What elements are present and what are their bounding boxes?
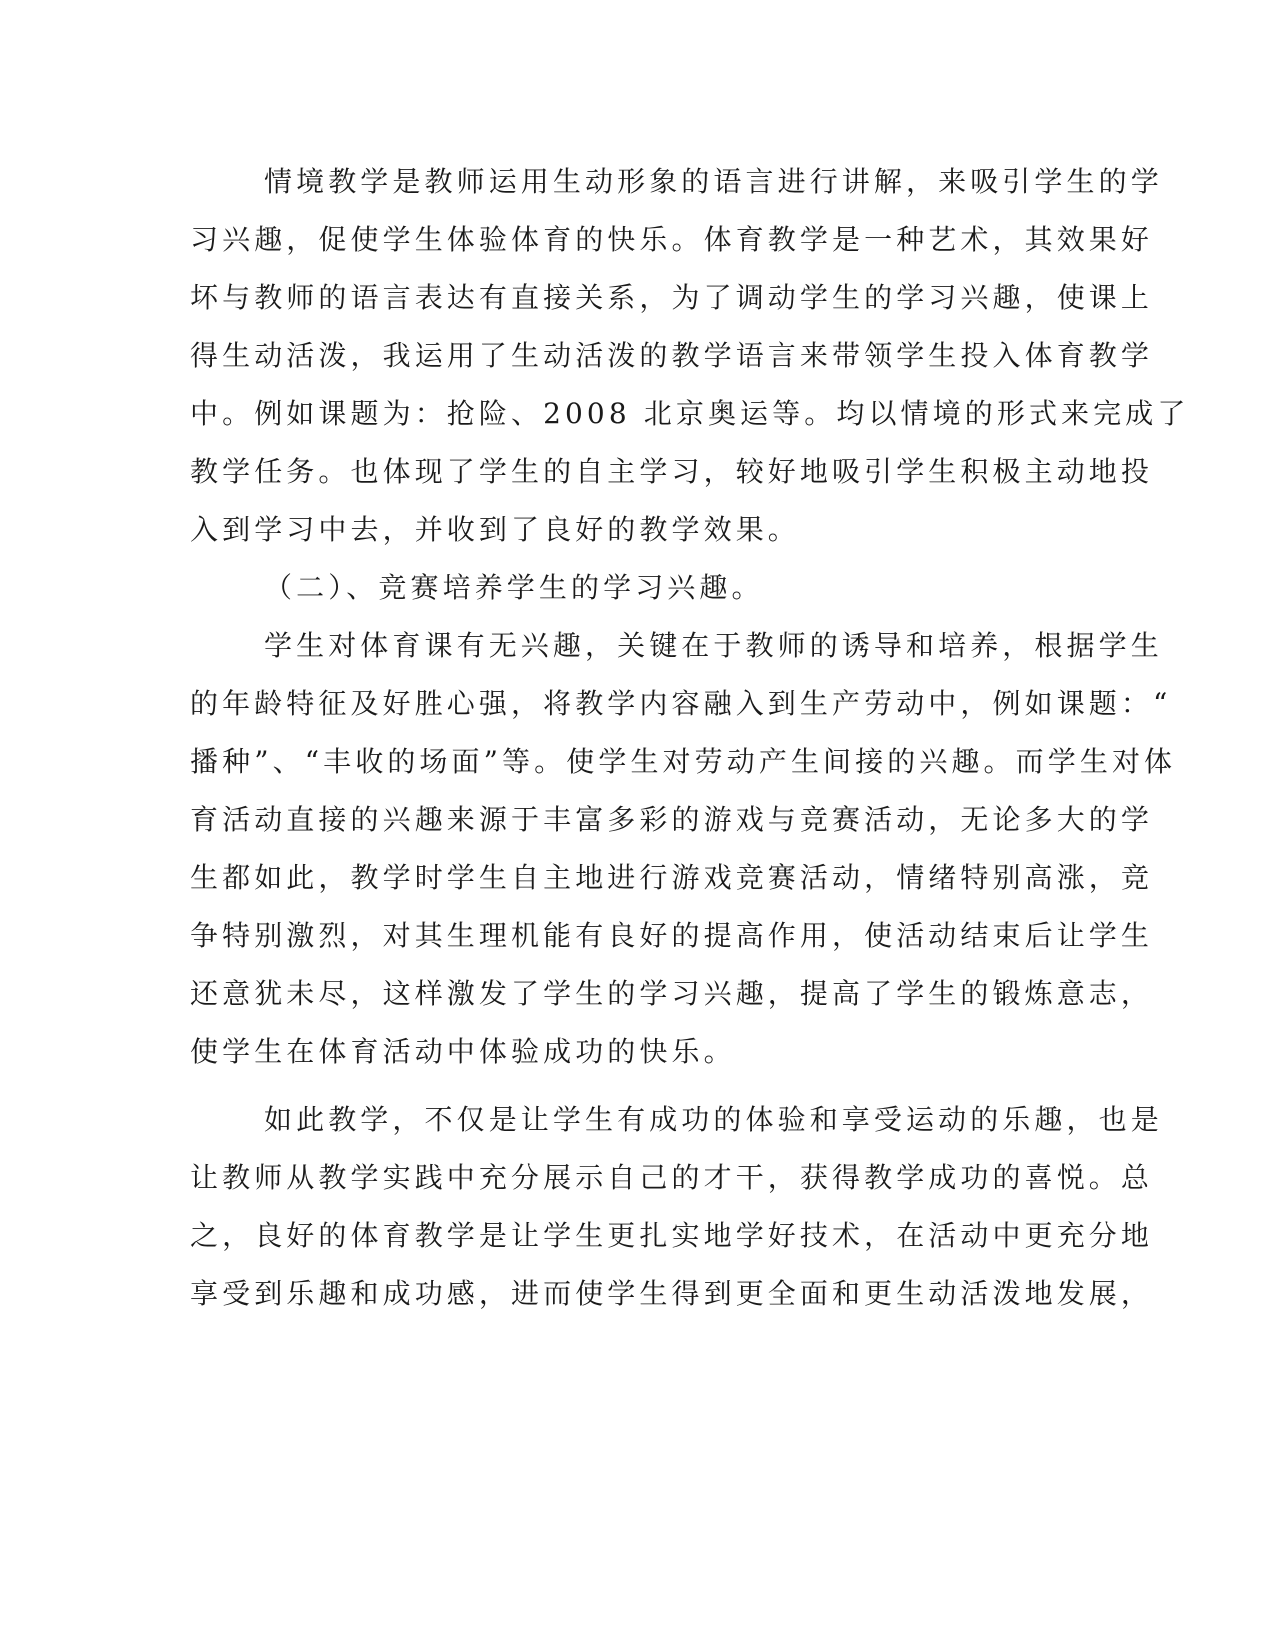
paragraph-1-line-3: 坏与教师的语言表达有直接关系，为了调动学生的学习兴趣，使课上 [190,281,1154,314]
section-heading: （二）、竞赛培养学生的学习兴趣。 [264,571,764,604]
paragraph-2-line-8: 使学生在体育活动中体验成功的快乐。 [190,1035,736,1068]
paragraph-2-line-4: 育活动直接的兴趣来源于丰富多彩的游戏与竞赛活动，无论多大的学 [190,803,1154,836]
paragraph-1-line-7: 入到学习中去，并收到了良好的教学效果。 [190,513,800,546]
paragraph-3-line-1: 如此教学，不仅是让学生有成功的体验和享受运动的乐趣，也是 [264,1103,1163,1136]
paragraph-1-line-2: 习兴趣，促使学生体验体育的快乐。体育教学是一种艺术，其效果好 [190,223,1154,256]
paragraph-1-line-5: 中。例如课题为：抢险、2008 北京奥运等。均以情境的形式来完成了 [190,397,1190,430]
paragraph-3-line-2: 让教师从教学实践中充分展示自己的才干，获得教学成功的喜悦。总 [190,1161,1154,1194]
paragraph-3-line-3: 之，良好的体育教学是让学生更扎实地学好技术，在活动中更充分地 [190,1219,1154,1252]
paragraph-2-line-1: 学生对体育课有无兴趣，关键在于教师的诱导和培养，根据学生 [264,629,1163,662]
paragraph-1-line-4: 得生动活泼，我运用了生动活泼的教学语言来带领学生投入体育教学 [190,339,1154,372]
paragraph-2-line-7: 还意犹未尽，这样激发了学生的学习兴趣，提高了学生的锻炼意志， [190,977,1154,1010]
paragraph-3-line-4: 享受到乐趣和成功感，进而使学生得到更全面和更生动活泼地发展， [190,1277,1154,1310]
paragraph-2-line-6: 争特别激烈，对其生理机能有良好的提高作用，使活动结束后让学生 [190,919,1154,952]
paragraph-2-line-3: 播种”、“丰收的场面”等。使学生对劳动产生间接的兴趣。而学生对体 [190,745,1177,778]
paragraph-1-line-6: 教学任务。也体现了学生的自主学习，较好地吸引学生积极主动地投 [190,455,1154,488]
paragraph-2-line-2: 的年龄特征及好胜心强，将教学内容融入到生产劳动中，例如课题：“ [190,687,1172,720]
paragraph-1-line-1: 情境教学是教师运用生动形象的语言进行讲解，来吸引学生的学 [264,165,1163,198]
paragraph-2-line-5: 生都如此，教学时学生自主地进行游戏竞赛活动，情绪特别高涨，竞 [190,861,1154,894]
